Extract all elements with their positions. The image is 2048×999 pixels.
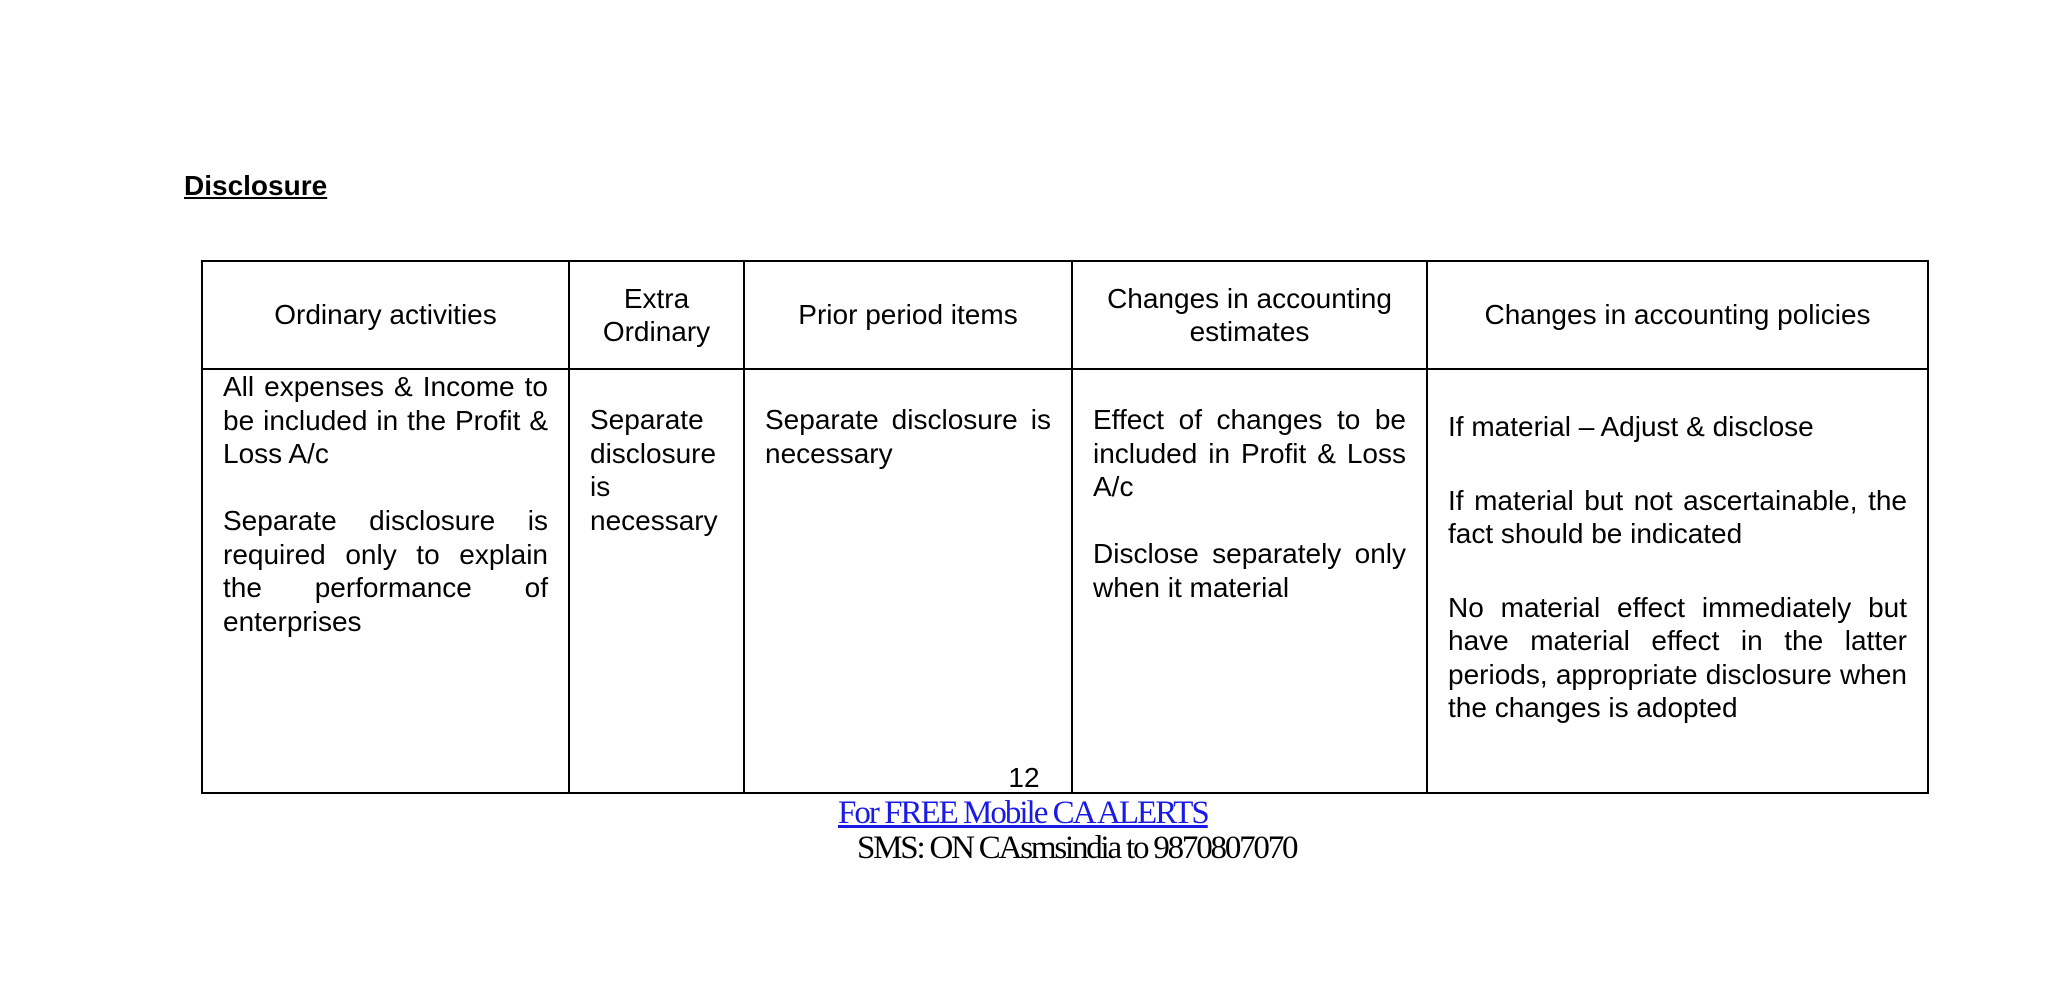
cell-paragraph: Effect of changes to be included in Profit & Loss A/c [1093,404,1406,502]
cell-paragraph: If material but not ascertainable, the fact should be indicated [1448,484,1907,549]
table-row [202,369,1928,793]
cell-ordinary-activities [202,369,569,793]
table-header-row [202,261,1928,369]
disclosure-table [201,260,1929,794]
cell-paragraph: Separate disclosure is necessary [765,404,1051,469]
header-changes-accounting-policies: Changes in accounting policies [1427,261,1928,369]
header-extra-ordinary: Extra Ordinary [569,261,744,369]
cell-paragraph: If material – Adjust & disclose [1448,411,1814,442]
cell-paragraph: Separate disclosure is required only to explain the performance of enterprises [223,505,548,637]
cell-paragraph: Separate disclosure is necessary [590,404,718,536]
cell-paragraph: Disclose separately only when it material [1093,538,1406,603]
header-ordinary-activities: Ordinary activities [202,261,569,369]
cell-extra-ordinary [569,369,744,793]
cell-paragraph: No material effect immediately but have material effect in the latter periods, appropriate disclosure when the changes is adopted [1448,591,1907,723]
section-heading: Disclosure [184,170,328,201]
page-number: 12 [1008,762,1040,793]
promo-sms-text: SMS: ON CAsmsindia to 9870807070 [857,830,1297,866]
header-prior-period-items: Prior period items [744,261,1072,369]
cell-changes-accounting-estimates [1072,369,1427,793]
promo-link[interactable]: For FREE Mobile CA ALERTS [838,795,1208,831]
cell-paragraph: All expenses & Income to be included in the Profit & Loss A/c [223,371,548,469]
cell-prior-period-items [744,369,1072,793]
header-changes-accounting-estimates: Changes in accounting estimates [1072,261,1427,369]
cell-changes-accounting-policies [1427,369,1928,793]
